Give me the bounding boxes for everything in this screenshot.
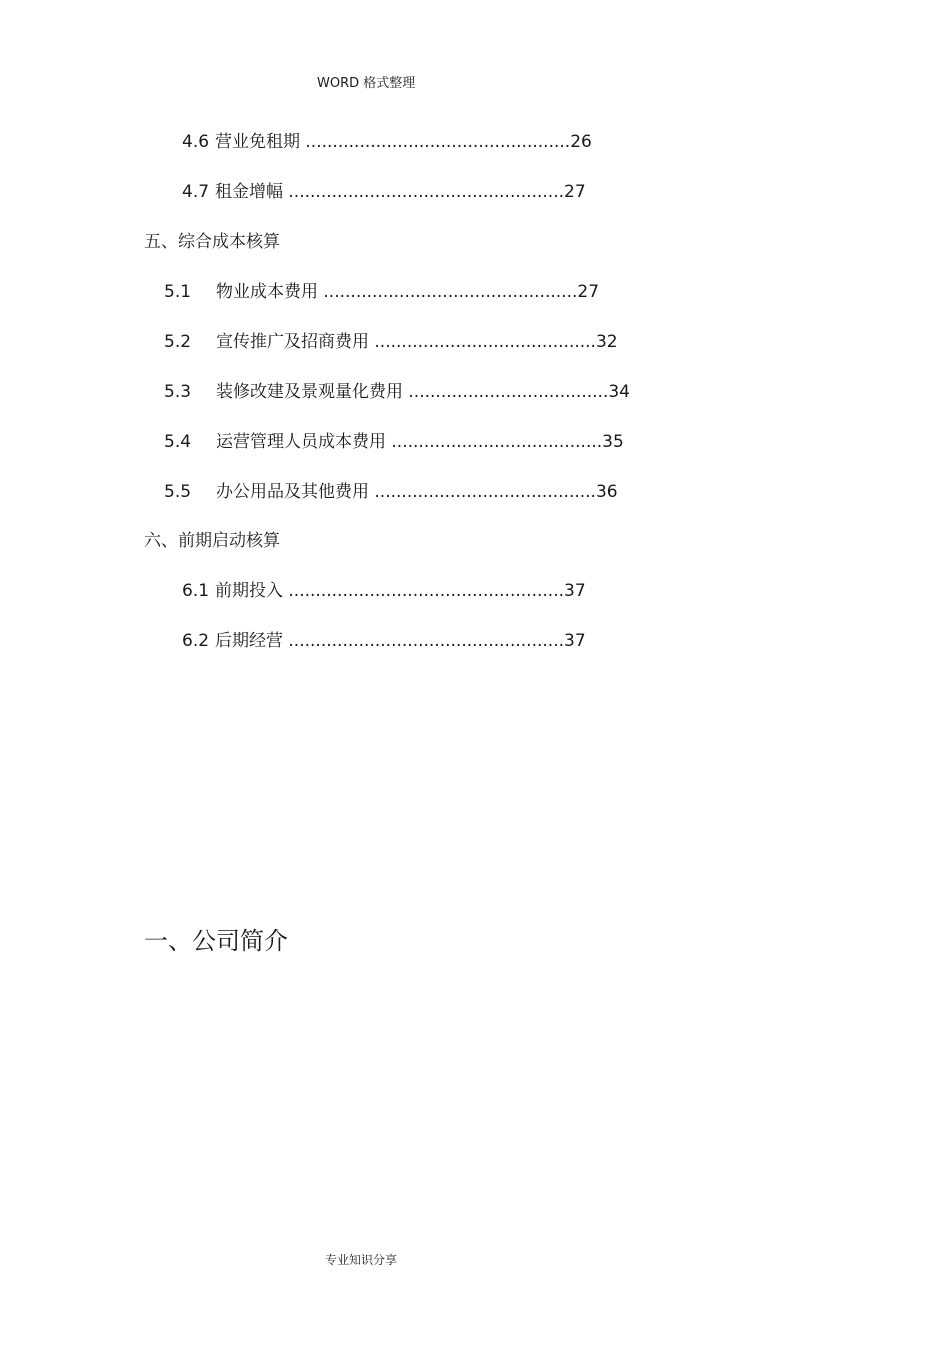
toc-item-leader: ...................................................	[283, 581, 564, 601]
toc-item-page: 37	[564, 631, 586, 651]
toc-item-5-3[interactable]	[164, 381, 630, 403]
toc-chapter-title: 五、综合成本核算	[144, 232, 280, 252]
toc-item-6-1[interactable]	[182, 580, 586, 602]
toc-item-title: 办公用品及其他费用	[216, 482, 369, 502]
toc-item-page: 32	[595, 332, 618, 352]
toc-item-title: 物业成本费用	[216, 282, 318, 302]
toc-item-leader: .........................................	[369, 332, 596, 352]
section-heading: 一、公司简介	[144, 927, 288, 955]
toc-item-number: 6.1	[182, 581, 210, 601]
toc-item-leader: .........................................	[369, 482, 596, 502]
toc-chapter-5[interactable]	[144, 231, 280, 253]
page-footer: 专业知识分享	[325, 1253, 398, 1267]
toc-item-4-6[interactable]	[182, 131, 592, 153]
toc-item-leader: .......................................	[386, 432, 603, 452]
toc-item-4-7[interactable]	[182, 181, 586, 203]
toc-item-page: 34	[608, 382, 630, 402]
toc-item-leader: ...............................................	[318, 282, 578, 302]
toc-chapter-6[interactable]	[144, 530, 280, 552]
toc-item-leader: ...................................................	[283, 182, 564, 202]
toc-item-title: 宣传推广及招商费用	[216, 332, 369, 352]
toc-item-number: 5.4	[164, 432, 192, 452]
toc-item-page: 26	[570, 132, 592, 152]
toc-item-title: 装修改建及景观量化费用	[216, 382, 403, 402]
toc-item-number: 4.6	[182, 132, 210, 152]
toc-item-number: 5.3	[164, 382, 192, 402]
toc-item-6-2[interactable]	[182, 630, 586, 652]
toc-item-number: 4.7	[182, 182, 210, 202]
toc-item-page: 27	[564, 182, 586, 202]
toc-item-5-5[interactable]	[164, 481, 618, 503]
toc-item-page: 37	[564, 581, 586, 601]
toc-item-number: 5.1	[164, 282, 192, 302]
toc-item-title: 运营管理人员成本费用	[216, 432, 386, 452]
page-header: WORD 格式整理	[317, 76, 416, 91]
toc-item-leader: ...................................................	[283, 631, 564, 651]
toc-item-page: 35	[602, 432, 624, 452]
toc-item-page: 36	[595, 482, 618, 502]
toc-item-5-2[interactable]	[164, 331, 618, 353]
toc-item-title: 前期投入	[215, 581, 283, 601]
toc-item-number: 6.2	[182, 631, 210, 651]
toc-item-title: 租金增幅	[215, 182, 283, 202]
toc-item-5-1[interactable]	[164, 281, 599, 303]
toc-item-number: 5.2	[164, 332, 192, 352]
toc-item-title: 后期经营	[215, 631, 283, 651]
toc-item-title: 营业免租期	[215, 132, 300, 152]
toc-item-leader: .....................................	[403, 382, 609, 402]
toc-item-number: 5.5	[164, 482, 192, 502]
toc-item-leader: .................................................	[300, 132, 571, 152]
toc-item-5-4[interactable]	[164, 431, 624, 453]
toc-item-page: 27	[577, 282, 600, 302]
toc-chapter-title: 六、前期启动核算	[144, 531, 280, 551]
